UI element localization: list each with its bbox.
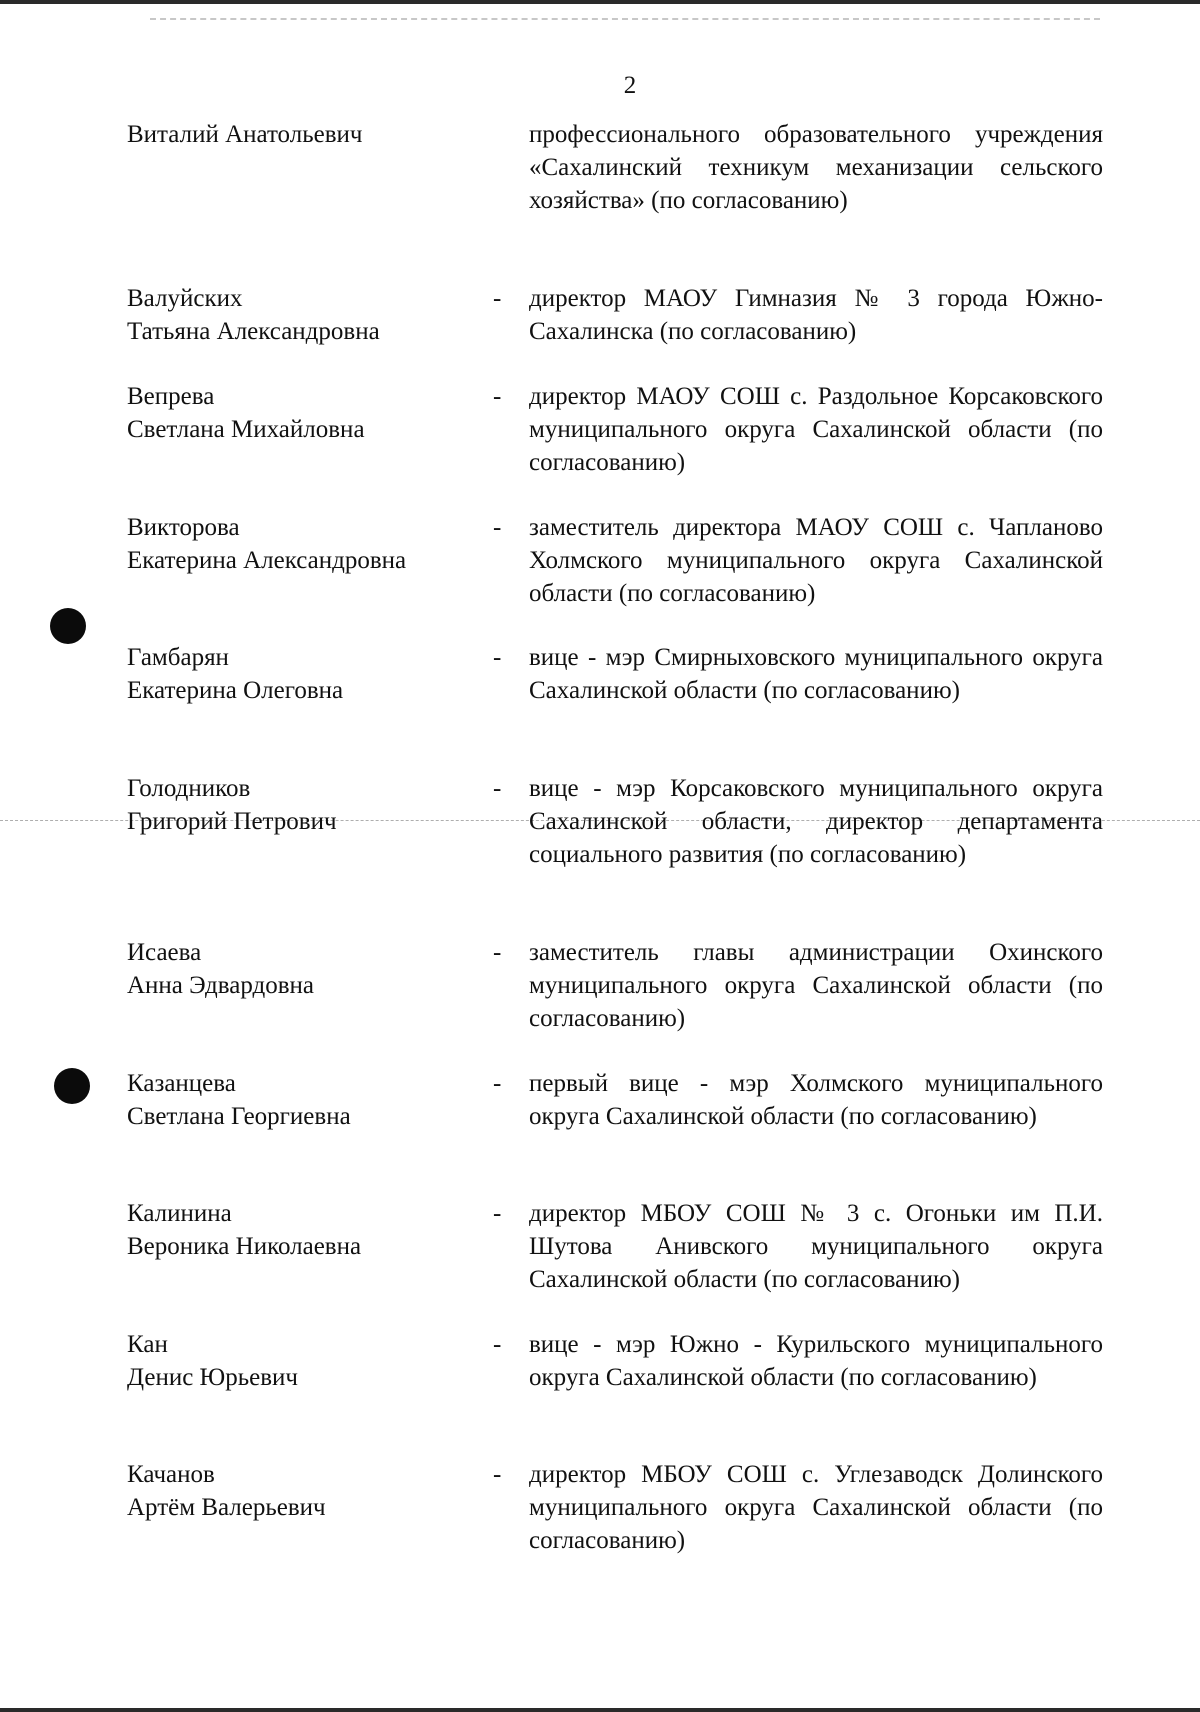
person-surname: Качанов	[127, 1461, 215, 1488]
person-surname: Исаева	[127, 939, 202, 966]
entry-dash: -	[493, 1331, 502, 1358]
page-number: 2	[623, 72, 637, 99]
person-name	[127, 1067, 467, 1133]
punch-hole-upper	[50, 608, 86, 644]
punch-hole-lower	[54, 1068, 90, 1104]
person-name	[127, 282, 467, 348]
person-name	[127, 772, 467, 838]
person-surname: Казанцева	[127, 1070, 236, 1097]
person-given-names: Артём Валерьевич	[127, 1494, 326, 1521]
entry-dash: -	[493, 1070, 502, 1097]
person-surname: Кан	[127, 1331, 168, 1358]
person-given-names: Екатерина Олеговна	[127, 677, 344, 704]
scan-top-noise	[150, 18, 1100, 20]
person-name	[127, 1328, 467, 1394]
person-given-names: Денис Юрьевич	[127, 1364, 299, 1391]
person-name	[127, 118, 467, 151]
entry-dash: -	[493, 285, 502, 312]
person-name	[127, 1197, 467, 1263]
person-given-names: Анна Эдвардовна	[127, 972, 314, 999]
position-text: первый вице - мэр Холмского муниципального округа Сахалинской области (по согласованию)	[529, 1070, 1103, 1130]
scan-top-edge	[0, 0, 1200, 4]
person-name	[127, 511, 467, 577]
position-text: вице - мэр Корсаковского муниципального округа Сахалинской области, директор департамента социального развития (по согласованию)	[529, 775, 1103, 868]
entry-dash: -	[493, 644, 502, 671]
position-text: вице - мэр Южно - Курильского муниципального округа Сахалинской области (по согласованию)	[529, 1331, 1103, 1391]
person-name	[127, 641, 467, 707]
person-given-names: Светлана Михайловна	[127, 416, 365, 443]
position-text: директор МБОУ СОШ с. Углезаводск Долинского муниципального округа Сахалинской области (по согласованию)	[529, 1461, 1103, 1554]
entry-dash: -	[493, 514, 502, 541]
entry-dash: -	[493, 939, 502, 966]
person-surname: Вепрева	[127, 383, 215, 410]
person-given-names: Екатерина Александровна	[127, 547, 407, 574]
person-surname: Калинина	[127, 1200, 232, 1227]
entry-dash: -	[493, 1461, 502, 1488]
person-surname: Голодников	[127, 775, 251, 802]
person-surname: Валуйских	[127, 285, 243, 312]
person-given-names: Вероника Николаевна	[127, 1233, 362, 1260]
person-given-names: Григорий Петрович	[127, 808, 337, 835]
person-given-names: Виталий Анатольевич	[127, 121, 363, 148]
person-given-names: Татьяна Александровна	[127, 318, 380, 345]
entry-dash: -	[493, 775, 502, 802]
position-text: заместитель главы администрации Охинского муниципального округа Сахалинской области (по согласованию)	[529, 939, 1103, 1032]
person-name	[127, 936, 467, 1002]
entry-dash: -	[493, 1200, 502, 1227]
position-text: профессионального образовательного учреждения «Сахалинский техникум механизации сельского хозяйства» (по согласованию)	[529, 121, 1103, 214]
entry-dash: -	[493, 383, 502, 410]
position-text: директор МАОУ Гимназия № 3 города Южно-Сахалинска (по согласованию)	[529, 285, 1103, 345]
person-given-names: Светлана Георгиевна	[127, 1103, 351, 1130]
scan-bottom-edge	[0, 1708, 1200, 1712]
position-text: вице - мэр Смирныховского муниципального округа Сахалинской области (по согласованию)	[529, 644, 1103, 704]
person-surname: Викторова	[127, 514, 240, 541]
person-name	[127, 1458, 467, 1524]
position-text: заместитель директора МАОУ СОШ с. Чапланово Холмского муниципального округа Сахалинской области (по согласованию)	[529, 514, 1103, 607]
position-text: директор МБОУ СОШ № 3 с. Огоньки им П.И. Шутова Анивского муниципального округа Сахалинской области (по согласованию)	[529, 1200, 1103, 1293]
person-surname: Гамбарян	[127, 644, 229, 671]
position-text: директор МАОУ СОШ с. Раздольное Корсаковского муниципального округа Сахалинской области (по согласованию)	[529, 383, 1103, 476]
person-name	[127, 380, 467, 446]
